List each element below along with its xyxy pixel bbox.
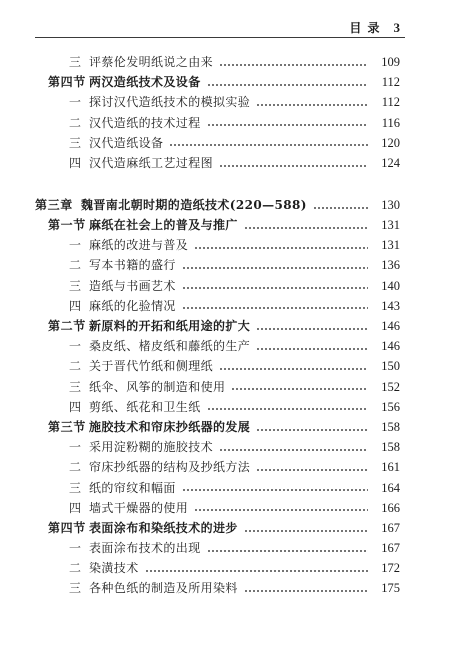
item-number: 一 (69, 339, 82, 354)
toc-item (0, 276, 450, 296)
page-ref: 124 (381, 155, 400, 170)
dot-leader (256, 326, 368, 332)
item-number: 三 (69, 581, 82, 596)
toc-item (0, 457, 450, 477)
item-number: 一 (69, 440, 82, 455)
item-title: 染潢技术 (89, 561, 139, 576)
item-number: 二 (69, 115, 82, 130)
toc-item (0, 113, 450, 133)
dot-leader (182, 285, 368, 291)
dot-leader (194, 507, 368, 513)
dot-leader (219, 163, 368, 169)
dot-leader (182, 265, 368, 271)
toc-chapter (0, 195, 450, 215)
item-title: 汉代造纸的技术过程 (89, 115, 201, 130)
page-ref: 152 (381, 379, 400, 394)
section-title: 两汉造纸技术及设备 (89, 75, 201, 90)
item-title: 剪纸、纸花和卫生纸 (89, 399, 201, 414)
dot-leader (256, 346, 368, 352)
item-number: 二 (69, 258, 82, 273)
toc-item (0, 578, 450, 598)
page-ref: 156 (381, 399, 400, 414)
item-title: 写本书籍的盛行 (89, 258, 176, 273)
dot-leader (244, 225, 368, 231)
toc-item (0, 478, 450, 498)
item-number: 三 (69, 135, 82, 150)
section-title: 施胶技术和帘床抄纸器的发展 (89, 419, 251, 434)
dot-leader (219, 366, 368, 372)
item-number: 一 (69, 95, 82, 110)
toc-section (0, 518, 450, 538)
toc-item (0, 153, 450, 173)
item-number: 三 (69, 480, 82, 495)
item-title: 麻纸的改进与普及 (89, 238, 189, 253)
toc-item (0, 296, 450, 316)
page-ref: 140 (381, 278, 400, 293)
dot-leader (231, 386, 368, 392)
item-number: 四 (69, 399, 82, 414)
item-number: 一 (69, 238, 82, 253)
dot-leader (207, 548, 368, 554)
toc-item (0, 255, 450, 275)
item-number: 二 (69, 460, 82, 475)
dot-leader (256, 427, 368, 433)
item-title: 麻纸的化验情况 (89, 298, 176, 313)
page-ref: 146 (381, 319, 400, 334)
item-title: 表面涂布技术的出现 (89, 541, 201, 556)
page-ref: 164 (381, 480, 400, 495)
page-ref: 131 (381, 218, 400, 233)
item-number: 四 (69, 298, 82, 313)
page-ref: 130 (381, 197, 400, 212)
item-title: 墙式干燥器的使用 (89, 500, 189, 515)
page-ref: 109 (381, 55, 400, 69)
dot-leader (145, 568, 368, 574)
item-title: 汉代造麻纸工艺过程图 (89, 155, 214, 170)
page-ref: 112 (381, 75, 400, 90)
page-ref: 167 (381, 520, 400, 535)
dot-leader (182, 305, 368, 311)
dot-leader (182, 487, 368, 493)
page-ref: 146 (381, 339, 400, 354)
item-number: 四 (69, 500, 82, 515)
dot-leader (244, 588, 368, 594)
dot-leader (207, 82, 368, 88)
chapter-gap (0, 173, 450, 195)
item-number: 二 (69, 561, 82, 576)
item-title: 采用淀粉糊的施胶技术 (89, 440, 214, 455)
dot-leader (244, 528, 368, 534)
toc-item (0, 356, 450, 376)
toc-item (0, 52, 450, 72)
toc-item (0, 235, 450, 255)
item-title: 各种色纸的制造及所用染料 (89, 581, 238, 596)
toc-item (0, 437, 450, 457)
chapter-label: 第三章 (35, 197, 73, 212)
page-ref: 131 (381, 238, 400, 253)
item-number: 四 (69, 155, 82, 170)
section-label: 第二节 (48, 319, 86, 334)
dot-leader (194, 245, 368, 251)
section-title: 表面涂布和染纸技术的进步 (89, 520, 238, 535)
header-page-number: 3 (393, 20, 400, 35)
dot-leader (207, 122, 368, 128)
table-of-contents (0, 52, 450, 599)
page-ref: 150 (381, 359, 400, 374)
toc-section (0, 215, 450, 235)
item-title: 桑皮纸、楮皮纸和藤纸的生产 (89, 339, 251, 354)
item-number: 三 (69, 55, 82, 69)
page-ref: 143 (381, 298, 400, 313)
toc-section (0, 417, 450, 437)
header-title: 目 录 (349, 21, 381, 35)
page-ref: 161 (381, 460, 400, 475)
dot-leader (256, 467, 368, 473)
item-title: 汉代造纸设备 (89, 135, 164, 150)
section-label: 第一节 (48, 218, 86, 233)
section-label: 第四节 (48, 75, 86, 90)
dot-leader (256, 102, 368, 108)
toc-section (0, 316, 450, 336)
page-ref: 158 (381, 419, 400, 434)
item-title: 关于晋代竹纸和侧理纸 (89, 359, 214, 374)
toc-item (0, 377, 450, 397)
toc-item (0, 92, 450, 112)
chapter-title: 魏晋南北朝时期的造纸技术(220—588) (81, 197, 307, 212)
page-ref: 158 (381, 440, 400, 455)
section-label: 第四节 (48, 520, 86, 535)
dot-leader (313, 205, 368, 211)
item-title: 评蔡伦发明纸说之由来 (89, 55, 214, 69)
toc-item (0, 133, 450, 153)
item-number: 三 (69, 379, 82, 394)
dot-leader (219, 447, 368, 453)
page-ref: 166 (381, 500, 400, 515)
page-ref: 116 (381, 115, 400, 130)
item-title: 帘床抄纸器的结构及抄纸方法 (89, 460, 251, 475)
toc-section (0, 72, 450, 92)
page-ref: 172 (381, 561, 400, 576)
dot-leader (169, 142, 368, 148)
header-rule (35, 37, 405, 38)
page-ref: 112 (381, 95, 400, 110)
item-title: 探讨汉代造纸技术的模拟实验 (89, 95, 251, 110)
toc-item (0, 498, 450, 518)
item-title: 纸伞、风筝的制造和使用 (89, 379, 226, 394)
item-number: 一 (69, 541, 82, 556)
section-label: 第三节 (48, 419, 86, 434)
item-title: 纸的帘纹和幅面 (89, 480, 176, 495)
toc-item (0, 397, 450, 417)
item-number: 三 (69, 278, 82, 293)
item-number: 二 (69, 359, 82, 374)
section-title: 麻纸在社会上的普及与推广 (89, 218, 238, 233)
page-ref: 175 (381, 581, 400, 596)
item-title: 造纸与书画艺术 (89, 278, 176, 293)
page-ref: 167 (381, 541, 400, 556)
page-ref: 136 (381, 258, 400, 273)
page-header (349, 20, 400, 36)
toc-item (0, 558, 450, 578)
page-ref: 120 (381, 135, 400, 150)
section-title: 新原料的开拓和纸用途的扩大 (89, 319, 251, 334)
dot-leader (219, 62, 368, 68)
toc-item (0, 336, 450, 356)
toc-item (0, 538, 450, 558)
dot-leader (207, 406, 368, 412)
